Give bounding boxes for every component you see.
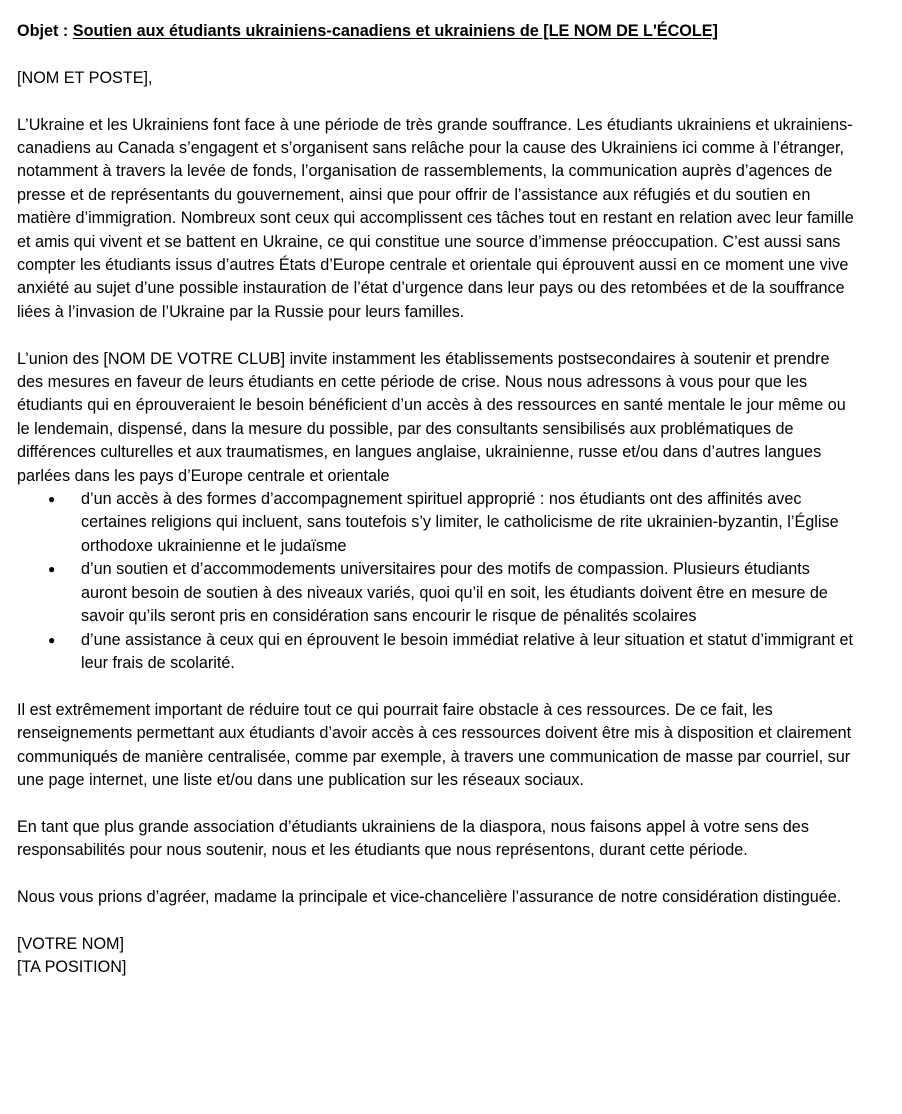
signature-position: [TA POSITION] [17,958,127,977]
paragraph-situation: L’Ukraine et les Ukrainiens font face à une période de très grande souffrance. Les étudiants ukrainiens et ukrainiens-canadiens au Canada s’engagent et s’organisent sans relâche pour la cause des Ukrainiens ici comme à l’étranger, notamment à travers la levée de fonds, l’organisation de rassemblements, la communication auprès d’agences de presse et de représentants du gouvernement, ainsi que pour offrir de l’assistance aux réfugiés et du soutien en matière d’immigration. Nombreux sont ceux qui accomplissent ces tâches tout en restant en relation avec leur famille et amis qui vivent et se battent en Ukraine, ce qui constitue une source d’immense préoccupation. C’est aussi sans compter les étudiants issus d’autres États d’Europe centrale et orientale qui éprouvent aussi en ce moment une vive anxiété au sujet d’une possible instauration de l’état d’urgence dans leur pays ou des retombées et de la souffrance liées à l’invasion de l’Ukraine par la Russie pour leurs familles. [17,115,854,321]
list-item [17,558,857,628]
bullet-icon: ● [48,562,56,577]
list-item [17,629,857,676]
list-item-text: d’un accès à des formes d’accompagnement spirituel approprié : nos étudiants ont des affinités avec certaines religions qui incluent, sans toutefois s’y limiter, le catholicisme de rite ukrainien-byzantin, l’Église orthodoxe ukrainienne et le judaïsme [81,490,839,555]
salutation: [NOM ET POSTE], [17,68,153,87]
subject-title: Soutien aux étudiants ukrainiens-canadiens et ukrainiens de [LE NOM DE L'ÉCOLE] [72,22,718,40]
bullet-icon: ● [48,632,56,647]
request-list [17,488,857,675]
paragraph-barriers: Il est extrêmement important de réduire tout ce qui pourrait faire obstacle à ces ressources. De ce fait, les renseignements permettant aux étudiants d’avoir accès à ces ressources doivent être mis à disposition et clairement communiqués de manière centralisée, comme par exemple, à travers une communication de masse par courriel, sur une page internet, une liste et/ou dans une publication sur les réseaux sociaux. [17,700,852,789]
subject-prefix: Objet : [17,22,69,40]
list-item [17,488,857,558]
list-item-text: d’un soutien et d’accommodements universitaires pour des motifs de compassion. Plusieurs étudiants auront besoin de soutien à des niveaux variés, quoi qu’il en soit, les étudiants doivent être en mesure de savoir qu’ils seront pris en considération sans encourir le risque de pénalités scolaires [81,560,828,626]
list-item-text: d’une assistance à ceux qui en éprouvent le besoin immédiat relative à leur situation et statut d’immigrant et leur frais de scolarité. [81,630,854,672]
paragraph-closing: Nous vous prions d’agréer, madame la principale et vice-chancelière l’assurance de notre considération distinguée. [17,887,842,906]
paragraph-appeal: En tant que plus grande association d’étudiants ukrainiens de la diaspora, nous faisons appel à votre sens des responsabilités pour nous soutenir, nous et les étudiants que nous représentons, durant cette période. [17,817,809,860]
subject-line [17,20,857,43]
signature-name: [VOTRE NOM] [17,934,125,953]
letter-document [17,20,857,980]
bullet-icon: ● [48,492,56,507]
paragraph-request: L’union des [NOM DE VOTRE CLUB] invite instamment les établissements postsecondaires à soutenir et prendre des mesures en faveur de leurs étudiants en cette période de crise. Nous nous adressons à vous pour que les étudiants qui en éprouveraient le besoin bénéficient d’un accès à des ressources en santé mentale le jour même ou le lendemain, dispensé, dans la mesure du possible, par des consultants sensibilisés aux problématiques de différences culturelles et aux traumatismes, en langues anglaise, ukrainienne, russe et/ou dans d’autres langues parlées dans les pays d’Europe centrale et orientale [17,349,846,485]
